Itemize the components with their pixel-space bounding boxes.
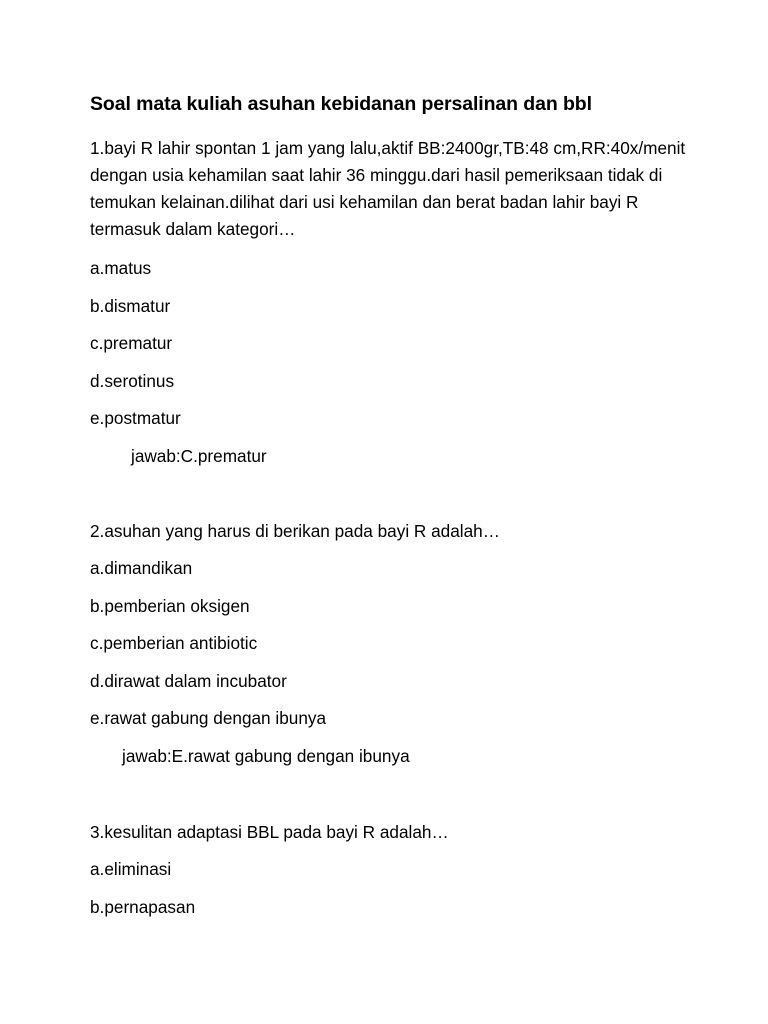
question-1-option-b: b.dismatur bbox=[90, 296, 171, 316]
question-1-option-e: e.postmatur bbox=[90, 408, 181, 428]
question-1-answer: jawab:C.prematur bbox=[131, 446, 267, 466]
question-2-option-e: e.rawat gabung dengan ibunya bbox=[90, 708, 327, 728]
question-3-stem: 3.kesulitan adaptasi BBL pada bayi R adalah… bbox=[90, 822, 449, 842]
question-1-option-c: c.prematur bbox=[90, 333, 173, 353]
question-2-answer: jawab:E.rawat gabung dengan ibunya bbox=[122, 746, 410, 766]
question-2-option-a: a.dimandikan bbox=[90, 558, 193, 578]
document-title: Soal mata kuliah asuhan kebidanan persalinan dan bbl bbox=[90, 93, 592, 115]
question-2-option-c: c.pemberian antibiotic bbox=[90, 633, 258, 653]
question-2-option-d: d.dirawat dalam incubator bbox=[90, 671, 287, 691]
question-1-option-a: a.matus bbox=[90, 258, 152, 278]
question-2-stem: 2.asuhan yang harus di berikan pada bayi R adalah… bbox=[90, 521, 500, 541]
question-1-stem: 1.bayi R lahir spontan 1 jam yang lalu,aktif BB:2400gr,TB:48 cm,RR:40x/menit dengan usia kehamilan saat lahir 36 minggu.dari hasil pemeriksaan tidak di temukan kelainan.dilihat dari usi kehamilan dan berat badan lahir bayi R termasuk dalam kategori… bbox=[90, 138, 686, 239]
question-3-option-a: a.eliminasi bbox=[90, 859, 172, 879]
question-2-option-b: b.pemberian oksigen bbox=[90, 596, 250, 616]
question-1-option-d: d.serotinus bbox=[90, 371, 175, 391]
question-3-option-b: b.pernapasan bbox=[90, 897, 196, 917]
